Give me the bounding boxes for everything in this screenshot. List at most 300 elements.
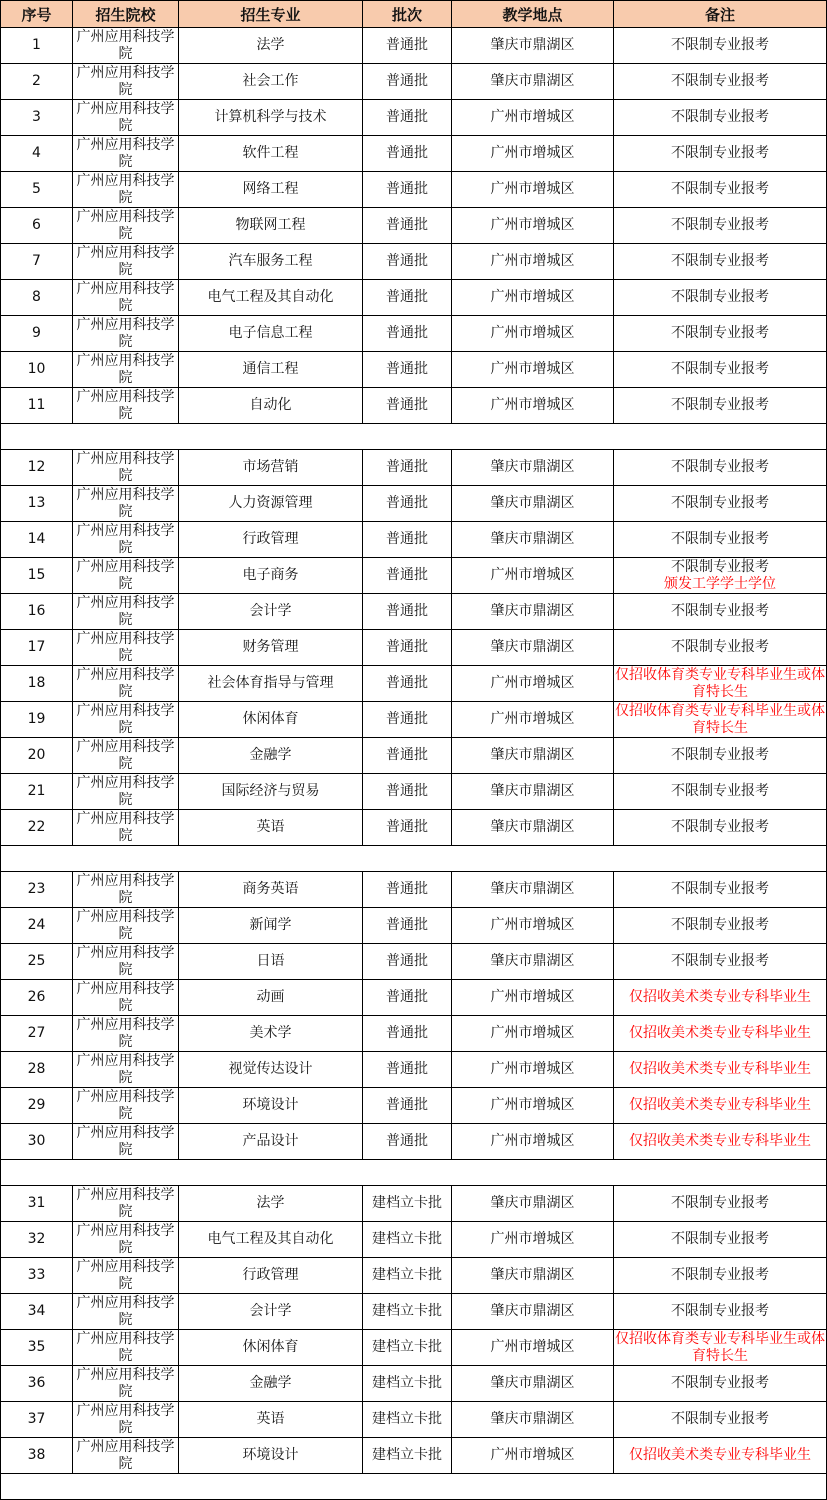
major-name: 电气工程及其自动化 [179, 280, 363, 316]
location: 广州市增城区 [452, 1438, 614, 1474]
school-name: 广州应用科技学院 [73, 810, 179, 846]
school-name: 广州应用科技学院 [73, 738, 179, 774]
note-text: 不限制专业报考 [671, 37, 769, 53]
major-name: 金融学 [179, 738, 363, 774]
table-row [1, 702, 827, 738]
major-name: 法学 [179, 28, 363, 64]
note-text: 不限制专业报考 [671, 459, 769, 475]
note [614, 28, 827, 64]
school-name: 广州应用科技学院 [73, 486, 179, 522]
batch: 普通批 [363, 1124, 452, 1160]
major-name: 市场营销 [179, 450, 363, 486]
note-text: 不限制专业报考 [671, 361, 769, 377]
table-row [1, 244, 827, 280]
school-name: 广州应用科技学院 [73, 1402, 179, 1438]
note-text: 不限制专业报考 [671, 73, 769, 89]
row-number: 15 [1, 558, 73, 594]
batch: 普通批 [363, 486, 452, 522]
table-row [1, 1330, 827, 1366]
note [614, 1438, 827, 1474]
table-row [1, 1366, 827, 1402]
location: 肇庆市鼎湖区 [452, 944, 614, 980]
note [614, 1258, 827, 1294]
note-text: 不限制专业报考 [671, 325, 769, 341]
school-name: 广州应用科技学院 [73, 1088, 179, 1124]
row-number: 21 [1, 774, 73, 810]
row-number: 16 [1, 594, 73, 630]
location: 广州市增城区 [452, 666, 614, 702]
batch: 普通批 [363, 450, 452, 486]
batch: 普通批 [363, 908, 452, 944]
note-text: 不限制专业报考 [671, 1303, 769, 1319]
note [614, 450, 827, 486]
batch: 建档立卡批 [363, 1258, 452, 1294]
batch: 普通批 [363, 944, 452, 980]
table-row [1, 774, 827, 810]
note-highlight: 仅招收美术类专业专科毕业生 [629, 1061, 811, 1077]
major-name: 电子商务 [179, 558, 363, 594]
batch: 普通批 [363, 388, 452, 424]
note [614, 1088, 827, 1124]
location: 广州市增城区 [452, 1124, 614, 1160]
note [614, 944, 827, 980]
note [614, 1330, 827, 1366]
batch: 建档立卡批 [363, 1402, 452, 1438]
school-name: 广州应用科技学院 [73, 630, 179, 666]
batch: 普通批 [363, 1052, 452, 1088]
batch: 普通批 [363, 1088, 452, 1124]
batch: 普通批 [363, 100, 452, 136]
table-row [1, 172, 827, 208]
table-row [1, 558, 827, 594]
school-name: 广州应用科技学院 [73, 208, 179, 244]
location: 广州市增城区 [452, 316, 614, 352]
major-name: 行政管理 [179, 1258, 363, 1294]
school-name: 广州应用科技学院 [73, 100, 179, 136]
note-text: 不限制专业报考 [671, 289, 769, 305]
table-row [1, 1438, 827, 1474]
note [614, 208, 827, 244]
row-number: 9 [1, 316, 73, 352]
row-number: 37 [1, 1402, 73, 1438]
note-text: 不限制专业报考 [671, 495, 769, 511]
batch: 建档立卡批 [363, 1438, 452, 1474]
school-name: 广州应用科技学院 [73, 1222, 179, 1258]
table-row [1, 352, 827, 388]
batch: 普通批 [363, 666, 452, 702]
note [614, 872, 827, 908]
note [614, 280, 827, 316]
school-name: 广州应用科技学院 [73, 980, 179, 1016]
location: 肇庆市鼎湖区 [452, 594, 614, 630]
row-number: 24 [1, 908, 73, 944]
batch: 普通批 [363, 980, 452, 1016]
note [614, 738, 827, 774]
note-text: 不限制专业报考 [671, 1195, 769, 1211]
note [614, 908, 827, 944]
batch: 普通批 [363, 810, 452, 846]
location: 肇庆市鼎湖区 [452, 872, 614, 908]
major-name: 软件工程 [179, 136, 363, 172]
row-number: 27 [1, 1016, 73, 1052]
note [614, 316, 827, 352]
row-number: 34 [1, 1294, 73, 1330]
row-number: 10 [1, 352, 73, 388]
major-name: 英语 [179, 1402, 363, 1438]
note-text: 不限制专业报考 [671, 109, 769, 125]
row-number: 14 [1, 522, 73, 558]
row-number: 1 [1, 28, 73, 64]
location: 肇庆市鼎湖区 [452, 774, 614, 810]
batch: 普通批 [363, 316, 452, 352]
location: 肇庆市鼎湖区 [452, 1366, 614, 1402]
location: 广州市增城区 [452, 1088, 614, 1124]
row-number: 11 [1, 388, 73, 424]
school-name: 广州应用科技学院 [73, 244, 179, 280]
school-name: 广州应用科技学院 [73, 522, 179, 558]
major-name: 动画 [179, 980, 363, 1016]
location: 广州市增城区 [452, 244, 614, 280]
table-row [1, 738, 827, 774]
school-name: 广州应用科技学院 [73, 872, 179, 908]
batch: 普通批 [363, 64, 452, 100]
major-name: 财务管理 [179, 630, 363, 666]
row-number: 22 [1, 810, 73, 846]
note-text: 不限制专业报考 [671, 1411, 769, 1427]
table-row [1, 594, 827, 630]
row-number: 31 [1, 1186, 73, 1222]
table-row [1, 1294, 827, 1330]
note-highlight: 仅招收美术类专业专科毕业生 [629, 1097, 811, 1113]
batch: 普通批 [363, 594, 452, 630]
row-number: 26 [1, 980, 73, 1016]
location: 肇庆市鼎湖区 [452, 522, 614, 558]
note-text: 不限制专业报考 [671, 217, 769, 233]
note-text: 不限制专业报考 [671, 783, 769, 799]
location: 广州市增城区 [452, 980, 614, 1016]
location: 广州市增城区 [452, 172, 614, 208]
table-row [1, 630, 827, 666]
batch: 普通批 [363, 630, 452, 666]
row-number: 28 [1, 1052, 73, 1088]
major-name: 汽车服务工程 [179, 244, 363, 280]
table-row [1, 666, 827, 702]
major-name: 社会体育指导与管理 [179, 666, 363, 702]
row-number: 6 [1, 208, 73, 244]
school-name: 广州应用科技学院 [73, 172, 179, 208]
major-name: 休闲体育 [179, 702, 363, 738]
note [614, 486, 827, 522]
table-row [1, 980, 827, 1016]
batch: 普通批 [363, 702, 452, 738]
major-name: 网络工程 [179, 172, 363, 208]
batch: 普通批 [363, 1016, 452, 1052]
empty-cell [1, 1160, 827, 1186]
location: 肇庆市鼎湖区 [452, 1258, 614, 1294]
school-name: 广州应用科技学院 [73, 944, 179, 980]
row-number: 36 [1, 1366, 73, 1402]
location: 肇庆市鼎湖区 [452, 738, 614, 774]
note-highlight: 颁发工学学士学位 [664, 575, 776, 592]
table-body [1, 28, 827, 1500]
note-text: 不限制专业报考 [671, 181, 769, 197]
row-number: 33 [1, 1258, 73, 1294]
note [614, 1366, 827, 1402]
row-number: 18 [1, 666, 73, 702]
note [614, 1016, 827, 1052]
batch: 普通批 [363, 352, 452, 388]
major-name: 计算机科学与技术 [179, 100, 363, 136]
header-school: 招生院校 [73, 1, 179, 28]
row-number: 20 [1, 738, 73, 774]
table-row [1, 208, 827, 244]
school-name: 广州应用科技学院 [73, 1294, 179, 1330]
school-name: 广州应用科技学院 [73, 666, 179, 702]
row-number: 19 [1, 702, 73, 738]
major-name: 电气工程及其自动化 [179, 1222, 363, 1258]
note-text: 不限制专业报考 [671, 953, 769, 969]
table-row [1, 810, 827, 846]
note [614, 1052, 827, 1088]
school-name: 广州应用科技学院 [73, 1258, 179, 1294]
note-text: 不限制专业报考 [671, 1375, 769, 1391]
school-name: 广州应用科技学院 [73, 558, 179, 594]
school-name: 广州应用科技学院 [73, 1438, 179, 1474]
school-name: 广州应用科技学院 [73, 1052, 179, 1088]
location: 肇庆市鼎湖区 [452, 810, 614, 846]
empty-cell [1, 1474, 827, 1500]
table-row [1, 1222, 827, 1258]
note [614, 1294, 827, 1330]
header-no: 序号 [1, 1, 73, 28]
location: 广州市增城区 [452, 388, 614, 424]
note-text: 不限制专业报考 [671, 1267, 769, 1283]
table-row [1, 1402, 827, 1438]
major-name: 新闻学 [179, 908, 363, 944]
major-name: 日语 [179, 944, 363, 980]
school-name: 广州应用科技学院 [73, 352, 179, 388]
batch: 普通批 [363, 774, 452, 810]
note [614, 630, 827, 666]
table-row [1, 908, 827, 944]
batch: 普通批 [363, 244, 452, 280]
table-row [1, 944, 827, 980]
table-row [1, 1088, 827, 1124]
major-name: 行政管理 [179, 522, 363, 558]
note-text: 不限制专业报考 [671, 531, 769, 547]
table-row [1, 1052, 827, 1088]
note-text: 不限制专业报考 [671, 253, 769, 269]
location: 广州市增城区 [452, 1330, 614, 1366]
empty-cell [1, 846, 827, 872]
school-name: 广州应用科技学院 [73, 908, 179, 944]
batch: 普通批 [363, 280, 452, 316]
location: 肇庆市鼎湖区 [452, 64, 614, 100]
table-row [1, 280, 827, 316]
batch: 普通批 [363, 28, 452, 64]
note [614, 702, 827, 738]
note [614, 980, 827, 1016]
major-name: 视觉传达设计 [179, 1052, 363, 1088]
major-name: 英语 [179, 810, 363, 846]
major-name: 金融学 [179, 1366, 363, 1402]
note [614, 774, 827, 810]
major-name: 电子信息工程 [179, 316, 363, 352]
note [614, 244, 827, 280]
school-name: 广州应用科技学院 [73, 1016, 179, 1052]
note [614, 1124, 827, 1160]
note-highlight: 仅招收体育类专业专科毕业生或体育特长生 [615, 666, 825, 700]
batch: 普通批 [363, 208, 452, 244]
table-row [1, 522, 827, 558]
group-separator-row [1, 1474, 827, 1500]
row-number: 29 [1, 1088, 73, 1124]
row-number: 4 [1, 136, 73, 172]
school-name: 广州应用科技学院 [73, 1186, 179, 1222]
school-name: 广州应用科技学院 [73, 280, 179, 316]
header-note: 备注 [614, 1, 827, 28]
location: 广州市增城区 [452, 908, 614, 944]
table-row [1, 388, 827, 424]
major-name: 环境设计 [179, 1088, 363, 1124]
note [614, 1186, 827, 1222]
note [614, 388, 827, 424]
major-name: 休闲体育 [179, 1330, 363, 1366]
major-name: 自动化 [179, 388, 363, 424]
table-row [1, 316, 827, 352]
row-number: 8 [1, 280, 73, 316]
row-number: 25 [1, 944, 73, 980]
batch: 建档立卡批 [363, 1366, 452, 1402]
location: 广州市增城区 [452, 1052, 614, 1088]
note-text: 不限制专业报考 [671, 917, 769, 933]
table-row [1, 1016, 827, 1052]
major-name: 会计学 [179, 1294, 363, 1330]
batch: 普通批 [363, 872, 452, 908]
major-name: 商务英语 [179, 872, 363, 908]
location: 肇庆市鼎湖区 [452, 630, 614, 666]
location: 肇庆市鼎湖区 [452, 486, 614, 522]
table-row [1, 64, 827, 100]
note [614, 558, 827, 594]
batch: 普通批 [363, 738, 452, 774]
note [614, 64, 827, 100]
note-highlight: 仅招收体育类专业专科毕业生或体育特长生 [615, 1330, 825, 1364]
row-number: 30 [1, 1124, 73, 1160]
note-text: 不限制专业报考 [671, 1231, 769, 1247]
major-name: 物联网工程 [179, 208, 363, 244]
note-text: 不限制专业报考 [671, 881, 769, 897]
note-highlight: 仅招收美术类专业专科毕业生 [629, 1133, 811, 1149]
empty-cell [1, 424, 827, 450]
location: 广州市增城区 [452, 352, 614, 388]
school-name: 广州应用科技学院 [73, 64, 179, 100]
note-text: 不限制专业报考 [671, 747, 769, 763]
table-row [1, 28, 827, 64]
row-number: 5 [1, 172, 73, 208]
major-name: 通信工程 [179, 352, 363, 388]
location: 广州市增城区 [452, 558, 614, 594]
location: 广州市增城区 [452, 280, 614, 316]
row-number: 17 [1, 630, 73, 666]
location: 广州市增城区 [452, 1016, 614, 1052]
note-text: 不限制专业报考 [671, 397, 769, 413]
batch: 建档立卡批 [363, 1294, 452, 1330]
row-number: 23 [1, 872, 73, 908]
row-number: 32 [1, 1222, 73, 1258]
note [614, 666, 827, 702]
row-number: 38 [1, 1438, 73, 1474]
major-name: 人力资源管理 [179, 486, 363, 522]
school-name: 广州应用科技学院 [73, 450, 179, 486]
note [614, 1402, 827, 1438]
table-row [1, 1258, 827, 1294]
major-name: 美术学 [179, 1016, 363, 1052]
school-name: 广州应用科技学院 [73, 702, 179, 738]
table-row [1, 1124, 827, 1160]
note-text: 不限制专业报考 [671, 145, 769, 161]
location: 肇庆市鼎湖区 [452, 450, 614, 486]
school-name: 广州应用科技学院 [73, 594, 179, 630]
table-row [1, 450, 827, 486]
school-name: 广州应用科技学院 [73, 1366, 179, 1402]
batch: 普通批 [363, 136, 452, 172]
group-separator-row [1, 1160, 827, 1186]
school-name: 广州应用科技学院 [73, 28, 179, 64]
location: 肇庆市鼎湖区 [452, 1402, 614, 1438]
location: 肇庆市鼎湖区 [452, 28, 614, 64]
row-number: 3 [1, 100, 73, 136]
batch: 普通批 [363, 522, 452, 558]
location: 广州市增城区 [452, 208, 614, 244]
note-highlight: 仅招收美术类专业专科毕业生 [629, 1025, 811, 1041]
location: 广州市增城区 [452, 100, 614, 136]
group-separator-row [1, 846, 827, 872]
note-text: 不限制专业报考 [671, 639, 769, 655]
batch: 建档立卡批 [363, 1222, 452, 1258]
location: 广州市增城区 [452, 136, 614, 172]
note [614, 172, 827, 208]
note [614, 522, 827, 558]
header-major: 招生专业 [179, 1, 363, 28]
school-name: 广州应用科技学院 [73, 136, 179, 172]
note-highlight: 仅招收美术类专业专科毕业生 [629, 989, 811, 1005]
row-number: 12 [1, 450, 73, 486]
school-name: 广州应用科技学院 [73, 1330, 179, 1366]
note [614, 594, 827, 630]
school-name: 广州应用科技学院 [73, 388, 179, 424]
row-number: 35 [1, 1330, 73, 1366]
major-name: 产品设计 [179, 1124, 363, 1160]
school-name: 广州应用科技学院 [73, 1124, 179, 1160]
note [614, 1222, 827, 1258]
major-name: 会计学 [179, 594, 363, 630]
batch: 建档立卡批 [363, 1186, 452, 1222]
batch: 建档立卡批 [363, 1330, 452, 1366]
school-name: 广州应用科技学院 [73, 316, 179, 352]
location: 广州市增城区 [452, 702, 614, 738]
note [614, 100, 827, 136]
note-text: 不限制专业报考 [671, 603, 769, 619]
batch: 普通批 [363, 558, 452, 594]
table-row [1, 1186, 827, 1222]
major-name: 法学 [179, 1186, 363, 1222]
table-row [1, 136, 827, 172]
location: 肇庆市鼎湖区 [452, 1294, 614, 1330]
note-text: 不限制专业报考 [671, 558, 769, 575]
table-row [1, 486, 827, 522]
header-row [1, 1, 827, 28]
